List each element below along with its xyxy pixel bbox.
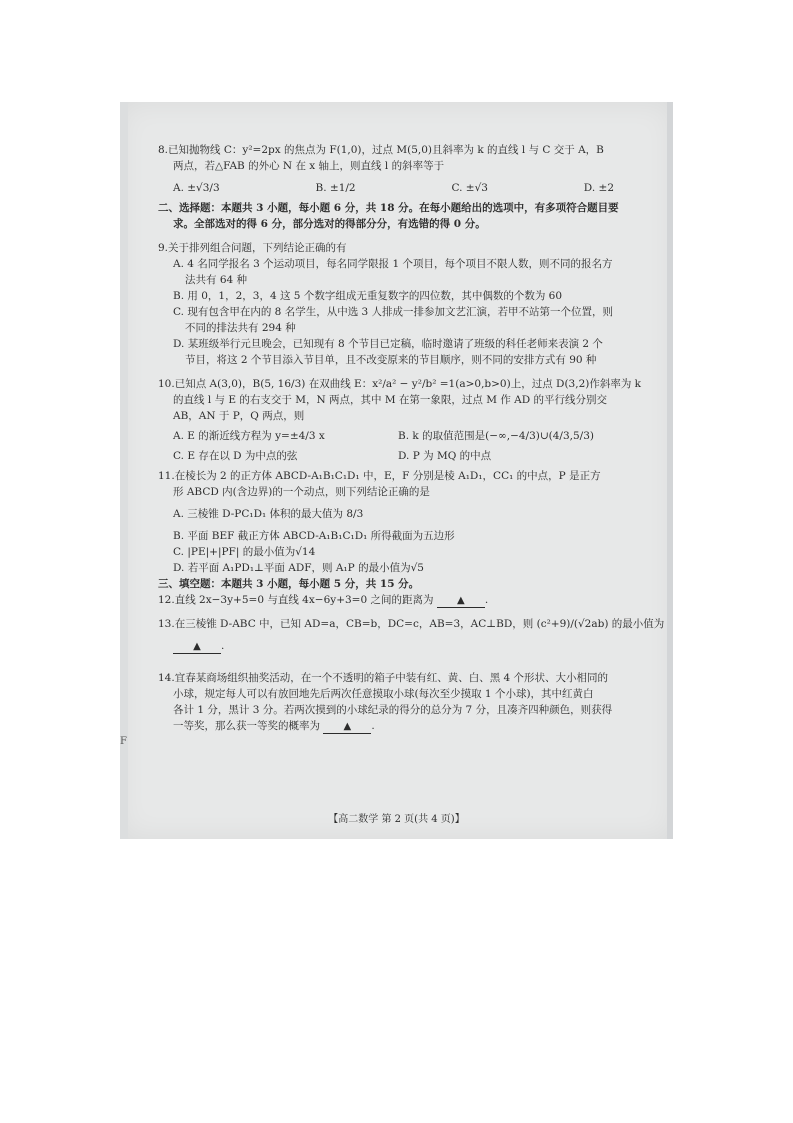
- section-3-heading: 三、填空题：本题共 3 小题，每小题 5 分，共 15 分。: [158, 578, 420, 590]
- q10-options-row2: [158, 448, 654, 464]
- q14-line2: 小球，规定每人可以有放回地先后两次任意摸取小球(每次至少摸取 1 个小球)，其中红黄白: [173, 688, 594, 700]
- q13-line1: 13.在三棱锥 D-ABC 中，已知 AD=a，CB=b，DC=c，AB=3，AC⊥BD，则 (c²+9)/(√2ab) 的最小值为: [158, 618, 665, 630]
- q10-line1: 10.已知点 A(3,0)，B(5, 16/3) 在双曲线 E：x²/a² − y²/b² =1(a>0,b>0)上，过点 D(3,2)作斜率为 k: [158, 378, 642, 390]
- q8-option-b: B. ±1/2: [315, 182, 356, 194]
- q8-option-c: C. ±√3: [451, 182, 488, 194]
- q10-option-b: B. k 的取值范围是(−∞,−4/3)∪(4/3,5/3): [398, 430, 594, 442]
- exam-content: [158, 142, 665, 734]
- q10-line3: AB，AN 于 P，Q 两点，则: [173, 410, 305, 422]
- q9-option-c-1: C. 现有包含甲在内的 8 名学生，从中选 3 人排成一排参加文艺汇演，若甲不站第一个位置，则: [173, 306, 614, 318]
- q14-answer-blank: ▲: [323, 721, 371, 734]
- q10-option-c: C. E 存在以 D 为中点的弦: [173, 450, 298, 462]
- q11-option-c: C. |PE|+|PF| 的最小值为√14: [173, 546, 316, 558]
- question-13: [158, 616, 665, 654]
- q9-option-b: B. 用 0，1，2，3，4 这 5 个数字组成无重复数字的四位数，其中偶数的个数为 60: [173, 290, 563, 302]
- q14-line3: 各计 1 分，黑计 3 分。若两次摸到的小球纪录的得分的总分为 7 分，且凑齐四种颜色，则获得: [173, 704, 613, 716]
- q11-option-a: A. 三棱锥 D-PC₁D₁ 体积的最大值为 8/3: [173, 508, 364, 520]
- page-edge-left: [120, 102, 128, 839]
- q9-stem: 9.关于排列组合问题，下列结论正确的有: [158, 242, 347, 254]
- q11-option-d: D. 若平面 A₁PD₁⊥平面 ADF，则 A₁P 的最小值为√5: [173, 562, 424, 574]
- q8-option-a: A. ±√3/3: [173, 182, 220, 194]
- section2-line2: 求。全部选对的得 6 分，部分选对的得部分分，有选错的得 0 分。: [173, 218, 486, 230]
- question-9: [158, 240, 654, 368]
- q11-option-b: B. 平面 BEF 截正方体 ABCD-A₁B₁C₁D₁ 所得截面为五边形: [173, 530, 455, 542]
- q9-option-d-2: 节目，将这 2 个节目添入节目单，且不改变原来的节目顺序，则不同的安排方式有 90 种: [185, 354, 597, 366]
- question-14: [158, 670, 654, 734]
- q9-option-a-2: 法共有 64 种: [185, 274, 248, 286]
- q10-options-row1: [158, 428, 654, 444]
- scanned-page-photo: [120, 102, 673, 839]
- margin-mark: F: [120, 736, 127, 747]
- question-10: [158, 376, 654, 464]
- page-footer: 【高二数学 第 2 页(共 4 页)】: [328, 814, 465, 825]
- q14-line1: 14.宜春某商场组织抽奖活动，在一个不透明的箱子中装有红、黄、白、黑 4 个形状、大小相同的: [158, 672, 609, 684]
- q9-option-c-2: 不同的排法共有 294 种: [185, 322, 296, 334]
- q14-line4: 一等奖，那么获一等奖的概率为 ▲ .: [173, 720, 375, 732]
- q12-answer-blank: ▲: [437, 595, 485, 608]
- question-12: 12.直线 2x−3y+5=0 与直线 4x−6y+3=0 之间的距离为 ▲ .: [158, 594, 489, 606]
- section-2-heading: [158, 200, 654, 232]
- q11-line2: 形 ABCD 内(含边界)的一个动点，则下列结论正确的是: [173, 486, 430, 498]
- q8-line2: 两点，若△FAB 的外心 N 在 x 轴上，则直线 l 的斜率等于: [173, 160, 445, 172]
- q8-options: [158, 180, 654, 196]
- section2-line1: 二、选择题：本题共 3 小题，每小题 6 分，共 18 分。在每小题给出的选项中，有多项符合题目要: [158, 202, 619, 214]
- question-11: [158, 468, 654, 576]
- q13-answer-blank: ▲: [173, 641, 221, 654]
- q8-line1: 8.已知抛物线 C：y²=2px 的焦点为 F(1,0)，过点 M(5,0)且斜率为 k 的直线 l 与 C 交于 A，B: [158, 144, 604, 156]
- q13-line2: ▲ .: [158, 638, 654, 654]
- q8-option-d: D. ±2: [583, 182, 614, 194]
- q11-line1: 11.在棱长为 2 的正方体 ABCD-A₁B₁C₁D₁ 中，E，F 分别是棱 A₁D₁，CC₁ 的中点，P 是正方: [158, 470, 601, 482]
- question-8: [158, 142, 654, 196]
- q10-option-d: D. P 为 MQ 的中点: [398, 450, 492, 462]
- q14-line4-text: 一等奖，那么获一等奖的概率为: [173, 720, 320, 732]
- q12-text: 12.直线 2x−3y+5=0 与直线 4x−6y+3=0 之间的距离为: [158, 594, 434, 606]
- q9-option-a-1: A. 4 名同学报名 3 个运动项目，每名同学限报 1 个项目，每个项目不限人数，则不同的报名方: [173, 258, 613, 270]
- q10-option-a: A. E 的渐近线方程为 y=±4/3 x: [173, 430, 325, 442]
- q9-option-d-1: D. 某班级举行元旦晚会，已知现有 8 个节目已定稿，临时邀请了班级的科任老师来表演 2 个: [173, 338, 603, 350]
- page-edge-right: [667, 102, 673, 839]
- q10-line2: 的直线 l 与 E 的右支交于 M，N 两点，其中 M 在第一象限，过点 M 作 AD 的平行线分别交: [173, 394, 608, 406]
